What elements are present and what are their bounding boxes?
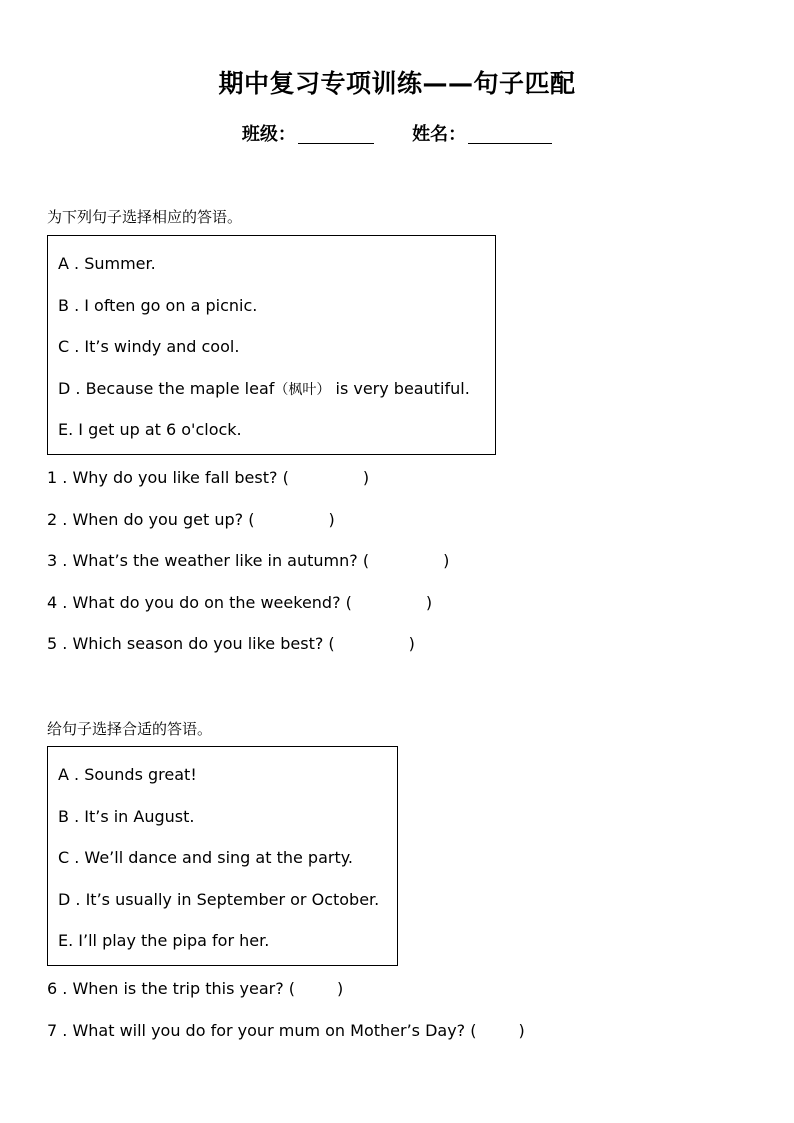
section1-instruction: 为下列句子选择相应的答语。 [47, 208, 243, 226]
question-text: 5 . Which season do you like best? ( [47, 634, 335, 653]
close-paren: ) [443, 551, 450, 570]
question-2 [47, 510, 335, 529]
close-paren: ) [518, 1021, 525, 1040]
close-paren: ) [362, 468, 370, 487]
class-label: 班级： [241, 124, 296, 145]
option-b: B . I often go on a picnic. [58, 296, 258, 315]
close-paren: ) [328, 510, 335, 529]
question-text: 4 . What do you do on the weekend? ( [47, 593, 352, 612]
question-text: 6 . When is the trip this year? ( [47, 979, 296, 998]
name-label: 姓名： [412, 124, 467, 145]
option-b: B . It’s in August. [58, 807, 195, 826]
question-6 [47, 979, 343, 998]
name-blank[interactable] [468, 125, 552, 144]
question-7 [47, 1021, 525, 1040]
close-paren: ) [408, 634, 415, 653]
class-field [242, 120, 374, 146]
section2-options-box [47, 746, 398, 966]
option-a: A . Sounds great! [58, 765, 197, 784]
page-title: 期中复习专项训练——句子匹配 [218, 69, 576, 98]
question-3 [47, 551, 449, 570]
question-text: 1 . Why do you like fall best? ( [47, 468, 289, 487]
option-d [58, 379, 470, 399]
option-c: C . It’s windy and cool. [58, 337, 240, 356]
question-text: 3 . What’s the weather like in autumn? ( [47, 551, 370, 570]
option-e: E. I get up at 6 o'clock. [58, 420, 242, 439]
question-5 [47, 634, 415, 653]
question-1 [47, 468, 369, 487]
option-d-note: （枫叶） [274, 382, 331, 398]
option-c: C . We’ll dance and sing at the party. [58, 848, 353, 867]
close-paren: ) [337, 979, 344, 998]
question-text: 7 . What will you do for your mum on Mother’s Day? ( [47, 1021, 477, 1040]
question-4 [47, 593, 432, 612]
section1-options-box [47, 235, 496, 455]
section2-instruction: 给句子选择合适的答语。 [47, 720, 213, 738]
question-text: 2 . When do you get up? ( [47, 510, 255, 529]
name-field [412, 120, 552, 146]
option-a: A . Summer. [58, 254, 156, 273]
option-d: D . It’s usually in September or October. [58, 890, 380, 909]
student-info [0, 120, 794, 146]
option-d-text-end: is very beautiful. [330, 379, 470, 398]
close-paren: ) [425, 593, 433, 612]
class-blank[interactable] [298, 125, 374, 144]
option-d-text: D . Because the maple leaf [58, 379, 275, 398]
option-e: E. I’ll play the pipa for her. [58, 931, 270, 950]
